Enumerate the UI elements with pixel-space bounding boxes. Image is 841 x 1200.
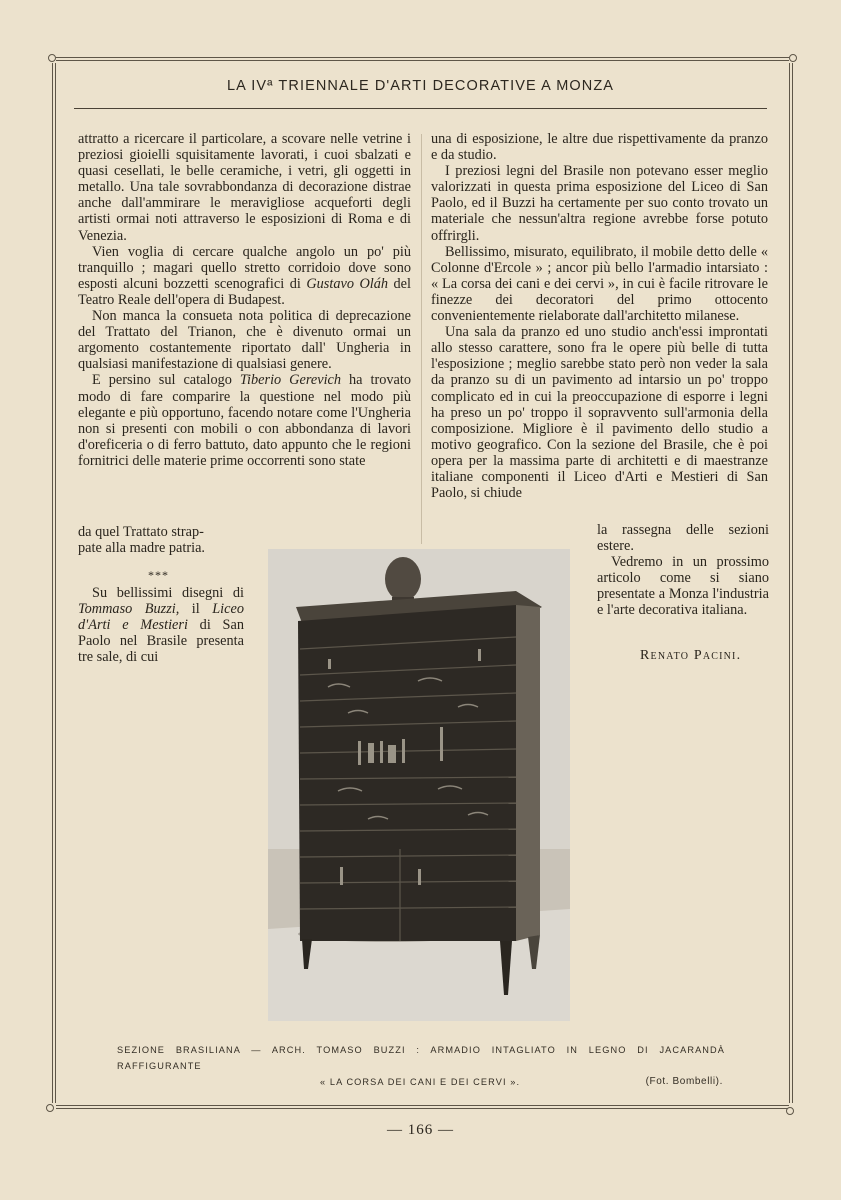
running-header: LA IVª TRIENNALE D'ARTI DECORATIVE A MONZA bbox=[226, 78, 615, 94]
corner-ornament-br bbox=[786, 1107, 794, 1115]
frame-right-rule-2 bbox=[792, 63, 793, 1103]
right-column-lower bbox=[597, 522, 769, 619]
caption-line-1: SEZIONE BRASILIANA — ARCH. TOMASO BUZZI : ARMADIO INTAGLIATO IN LEGNO DI JACARANDÀ RAFFIGURANTE bbox=[117, 1045, 725, 1071]
header-rule bbox=[74, 108, 767, 109]
figure-caption bbox=[117, 1042, 725, 1090]
artist-name: Gustavo Oláh bbox=[306, 275, 389, 292]
corner-ornament-tr bbox=[789, 54, 797, 62]
frame-bottom-rule bbox=[56, 1105, 789, 1106]
text-line: la rassegna delle sezioni estere. bbox=[597, 522, 769, 555]
paragraph: Una sala da pranzo ed uno studio anch'essi improntati allo stesso carattere, sono fra le opere più belle di tutta l'esposizione ; meglio sarebbe stato però non veder la sala da pranzo su di un pavimento ad intarsio un po' troppo complicato ed in cui la preoccupazione di esporre i legni ha preso un po' troppo il sopravvento sull'armonia della composizione. Migliore è il pavimento dello studio a motivo geografico. Con la sezione del Brasile, che è poi opera per la massima parte di architetti e di maestranze italiane componenti il Liceo d'Arti e Mestieri di San Paolo, si chiude bbox=[431, 324, 768, 502]
corner-ornament-bl bbox=[46, 1104, 54, 1112]
designer-name: Tommaso Buzzi, bbox=[78, 601, 180, 618]
caption-title: « LA CORSA DEI CANI E DEI CERVI ». bbox=[320, 1077, 521, 1087]
text-line: pate alla madre patria. bbox=[78, 540, 206, 557]
paragraph: una di esposizione, le altre due rispettivamente da pranzo e da studio. bbox=[431, 131, 768, 164]
text-line: da quel Trattato strap- bbox=[78, 524, 204, 540]
paragraph: E persino sul catalogo Tiberio Gerevich ha trovato modo di fare comparire la questione nel modo più elegante e più opportuno, facendo notare come l'Ungheria non si presenti con mobili o con abbondanza di lavori d'oreficeria o di ferro battuto, dato appunto che le regioni fornitrici delle materie prime occorrenti sono state bbox=[78, 372, 412, 469]
section-separator: *** bbox=[148, 568, 169, 582]
author-name: Tiberio Gerevich bbox=[239, 372, 342, 389]
school-name: Liceo d'Arti e Mestieri bbox=[78, 601, 244, 634]
left-column-lower bbox=[78, 585, 244, 665]
frame-right-rule bbox=[789, 63, 790, 1103]
frame-bottom-rule-2 bbox=[56, 1108, 789, 1109]
corner-ornament-tl bbox=[48, 54, 56, 62]
paragraph: Non manca la consueta nota politica di deprecazione del Trattato del Trianon, che è divenuto ormai un argomento costantemente riportato dall' Ungheria in qualsiasi manifestazione di qualsiasi genere. bbox=[78, 308, 411, 373]
paragraph: Su bellissimi disegni di Tommaso Buzzi, il Liceo d'Arti e Mestieri di San Paolo nel Brasile presenta tre sale, di cui bbox=[78, 585, 244, 666]
page-number: — 166 — bbox=[387, 1122, 454, 1138]
author-signature: Renato Pacini. bbox=[640, 648, 742, 663]
paragraph: attratto a ricercare il particolare, a scovare nelle vetrine i preziosi gioielli squisitamente lavorati, i cuoi sbalzati e quasi cesellati, le belle ceramiche, i vetri, gli oggetti in metallo. Una tale sovrabbondanza di decorazione distrae anche dall'ammirare le meravigliose acqueforti degli artisti ormai noti attraverso le esposizioni di Roma e di Venezia. bbox=[78, 131, 411, 244]
frame-left-rule bbox=[52, 63, 53, 1103]
paragraph: Bellissimo, misurato, equilibrato, il mobile detto delle « Colonne d'Ercole » ; ancor più bello l'armadio intarsiato : « La corsa dei cani e dei cervi », in cui è facile ritrovare le finezze dei decoratori del primo ottocento convenientemente rielaborate dall'architetto milanese. bbox=[431, 243, 768, 325]
column-divider bbox=[421, 134, 422, 544]
frame-top-rule-2 bbox=[56, 60, 789, 61]
paragraph: I preziosi legni del Brasile non potevano esser meglio valorizzati in questa prima esposizione del Liceo di San Paolo, ed il Buzzi ha certamente per suo conto trovato un materiale che nessun'altra regione avrebbe forse potuto offrirgli. bbox=[431, 163, 768, 244]
paragraph: Vien voglia di cercare qualche angolo un po' più tranquillo ; magari quello stretto corridoio dove sono esposti alcuni bozzetti scenografici di Gustavo Oláh del Teatro Reale dell'opera di Budapest. bbox=[78, 243, 411, 308]
frame-left-rule-2 bbox=[55, 63, 56, 1103]
cabinet-photo bbox=[268, 549, 570, 1021]
right-column bbox=[431, 131, 768, 501]
photo-credit: (Fot. Bombelli). bbox=[645, 1076, 723, 1087]
caption-line-2 bbox=[117, 1074, 725, 1090]
left-column bbox=[78, 131, 411, 469]
paragraph: Vedremo in un prossimo articolo come si siano presentate a Monza l'industria e l'arte decorativa italiana. bbox=[597, 554, 769, 619]
cabinet-illustration bbox=[268, 549, 570, 1021]
left-column-continuation bbox=[78, 524, 268, 556]
frame-top-rule bbox=[56, 57, 789, 58]
